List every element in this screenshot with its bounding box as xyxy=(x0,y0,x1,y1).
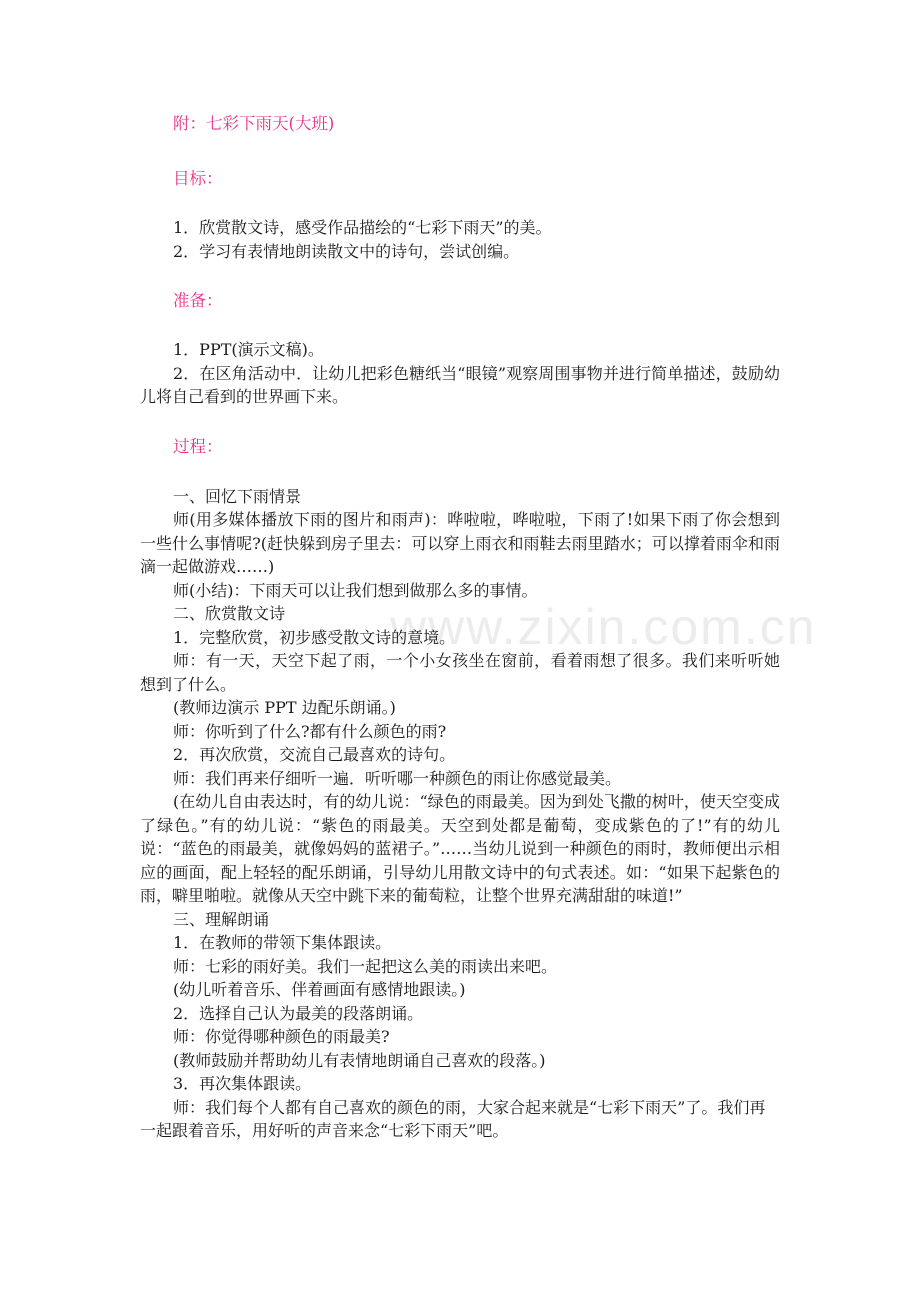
process-paragraph: 师(用多媒体播放下雨的图片和雨声)：哗啦啦，哗啦啦，下雨了!如果下雨了你会想到一些什么事情呢?(赶快躲到房子里去：可以穿上雨衣和雨鞋去雨里踏水；可以撑着雨伞和雨滴一起做游戏……) xyxy=(140,510,780,576)
goals-heading: 目标： xyxy=(173,169,223,188)
process-paragraph: 师：我们再来仔细听一遍．听听哪一种颜色的雨让你感觉最美。 xyxy=(173,768,622,788)
process-paragraph: 师：你听到了什么?都有什么颜色的雨? xyxy=(173,721,447,741)
process-paragraph: (幼儿听着音乐、伴着画面有感情地跟读。) xyxy=(173,980,466,999)
process-paragraph: 师：你觉得哪种颜色的雨最美? xyxy=(173,1027,390,1046)
section-heading: 二、欣赏散文诗 xyxy=(173,604,286,623)
process-paragraph: 师(小结)：下雨天可以让我们想到做那么多的事情。 xyxy=(173,580,538,600)
watermark: www.zixin.com.cn xyxy=(390,599,817,655)
section-heading: 三、理解朗诵 xyxy=(173,909,270,929)
process-paragraph: 师：我们每个人都有自己喜欢的颜色的雨，大家合起来就是“七彩下雨天”了。我们再一起跟着音乐，用好听的声音来念“七彩下雨天”吧。 xyxy=(140,1097,766,1140)
prep-heading: 准备： xyxy=(173,291,223,310)
goal-item: 1．欣赏散文诗，感受作品描绘的“七彩下雨天”的美。 xyxy=(173,218,552,237)
prep-item: 2．在区角活动中．让幼儿把彩色糖纸当“眼镜”观察周围事物并进行简单描述，鼓励幼儿将自己看到的世界画下来。 xyxy=(140,363,780,406)
goal-item: 2．学习有表情地朗读散文中的诗句，尝试创编。 xyxy=(173,241,520,261)
process-paragraph: 3．再次集体跟读。 xyxy=(173,1074,312,1093)
process-heading: 过程： xyxy=(173,436,223,456)
process-paragraph: (教师边演示 PPT 边配乐朗诵。) xyxy=(173,698,396,717)
section-heading: 一、回忆下雨情景 xyxy=(173,486,302,506)
process-paragraph: 1．在教师的带领下集体跟读。 xyxy=(173,933,392,952)
document-body xyxy=(140,112,780,1143)
process-paragraph: 1．完整欣赏，初步感受散文诗的意境。 xyxy=(173,627,456,647)
document-title: 附：七彩下雨天(大班) xyxy=(173,114,335,133)
process-paragraph: (教师鼓励并帮助幼儿有表情地朗诵自己喜欢的段落。) xyxy=(173,1050,546,1070)
process-paragraph: 师：有一天，天空下起了雨，一个小女孩坐在窗前，看着雨想了很多。我们来听听她想到了什么。 xyxy=(140,651,780,694)
prep-item: 1．PPT(演示文稿)。 xyxy=(173,340,324,359)
process-paragraph: 2．选择自己认为最美的段落朗诵。 xyxy=(173,1003,424,1023)
process-paragraph: 师：七彩的雨好美。我们一起把这么美的雨读出来吧。 xyxy=(173,956,558,976)
process-paragraph: (在幼儿自由表达时，有的幼儿说：“绿色的雨最美。因为到处飞撒的树叶，使天空变成了绿色。”有的幼儿说：“紫色的雨最美。天空到处都是葡萄，变成紫色的了!”有的幼儿说：“蓝色的雨最美，就像妈妈的蓝裙子。”……当幼儿说到一种颜色的雨时，教师便出示相应的画面，配上轻轻的配乐朗诵，引导幼儿用散文诗中的句式表述。如：“如果下起紫色的雨，噼里啪啦。就像从天空中跳下来的葡萄粒，让整个世界充满甜甜的味道!” xyxy=(140,792,780,905)
process-paragraph: 2．再次欣赏，交流自己最喜欢的诗句。 xyxy=(173,745,456,764)
